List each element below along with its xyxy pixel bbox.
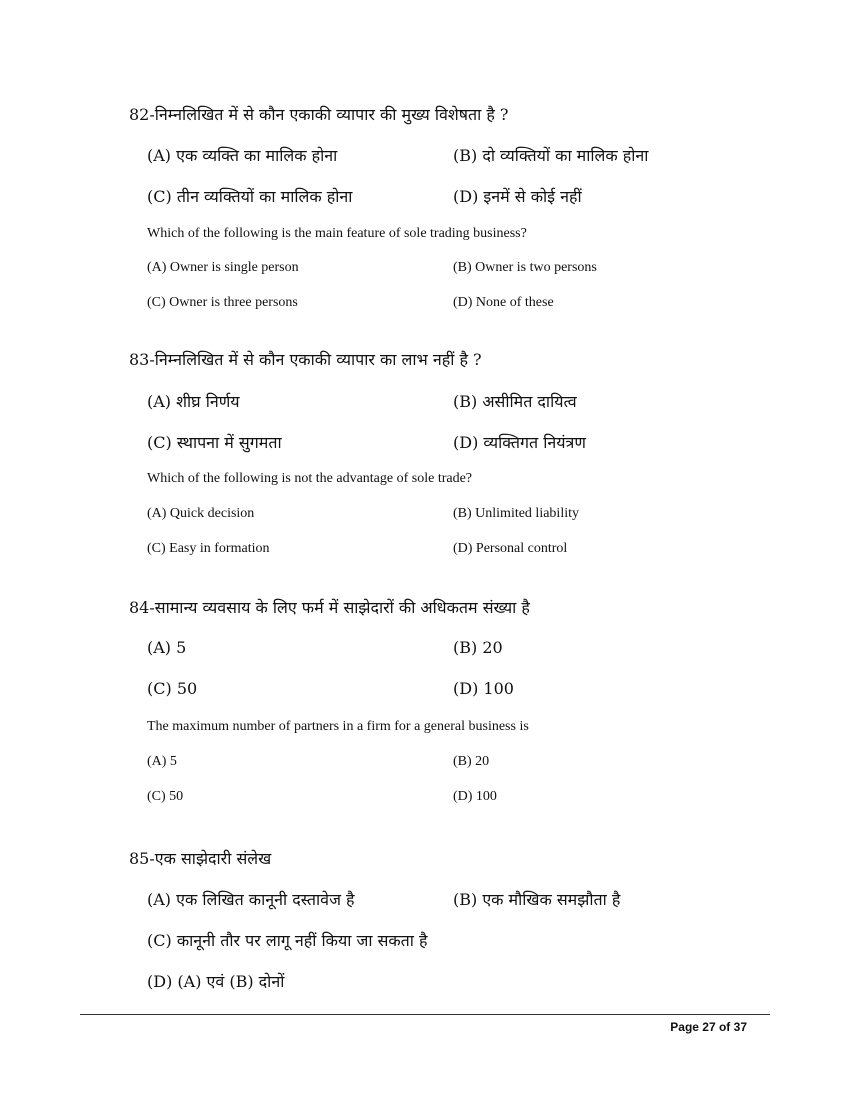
question-85-hindi: 85-एक साझेदारी संलेख [129,849,272,868]
question-83-english-option-c: (C) Easy in formation [147,541,270,556]
question-85-hindi-option-b: (B) एक मौखिक समझौता है [453,890,621,909]
question-84-hindi-option-b: (B) 20 [453,638,503,657]
question-84-english-option-d: (D) 100 [453,789,497,804]
question-84-hindi-option-a: (A) 5 [147,638,187,657]
question-85-hindi-option-c: (C) कानूनी तौर पर लागू नहीं किया जा सकता है [147,931,428,950]
question-82-english-option-d: (D) None of these [453,295,554,310]
question-84-hindi: 84-सामान्य व्यवसाय के लिए फर्म में साझेदारों की अधिकतम संख्या है [129,598,530,617]
question-82-english-option-a: (A) Owner is single person [147,260,299,275]
question-82-hindi-option-a: (A) एक व्यक्ति का मालिक होना [147,146,338,165]
page-of: of [715,1020,734,1034]
question-85-hindi-option-d: (D) (A) एवं (B) दोनों [147,972,285,991]
question-83-hindi-option-a: (A) शीघ्र निर्णय [147,392,240,411]
question-83-hindi-option-b: (B) असीमित दायित्व [453,392,577,411]
question-84-english-option-c: (C) 50 [147,789,184,804]
question-85-hindi-option-a: (A) एक लिखित कानूनी दस्तावेज है [147,890,355,909]
question-83-english-option-d: (D) Personal control [453,541,568,556]
question-82-english-option-b: (B) Owner is two persons [453,260,597,275]
page-total: 37 [733,1020,747,1034]
footer-divider [80,1014,770,1015]
question-82-english-option-c: (C) Owner is three persons [147,295,298,310]
page-current: 27 [702,1020,716,1034]
question-84-hindi-option-d: (D) 100 [453,679,514,698]
question-83-hindi: 83-निम्नलिखित में से कौन एकाकी व्यापार का लाभ नहीं है ? [129,350,482,369]
question-82-hindi-option-b: (B) दो व्यक्तियों का मालिक होना [453,146,649,165]
question-82-hindi: 82-निम्नलिखित में से कौन एकाकी व्यापार की मुख्य विशेषता है ? [129,105,509,124]
page-prefix: Page [670,1020,703,1034]
question-84-english-option-a: (A) 5 [147,754,177,769]
question-84-hindi-option-c: (C) 50 [147,679,198,698]
question-84-english-option-b: (B) 20 [453,754,490,769]
question-83-hindi-option-d: (D) व्यक्तिगत नियंत्रण [453,433,586,452]
question-83-english-option-a: (A) Quick decision [147,506,255,521]
question-83-english-option-b: (B) Unlimited liability [453,506,579,521]
page-number [670,1020,747,1034]
question-83-hindi-option-c: (C) स्थापना में सुगमता [147,433,282,452]
question-82-english: Which of the following is the main feature of sole trading business? [147,226,527,241]
question-82-hindi-option-c: (C) तीन व्यक्तियों का मालिक होना [147,187,353,206]
question-84-english: The maximum number of partners in a firm for a general business is [147,719,529,734]
question-82-hindi-option-d: (D) इनमें से कोई नहीं [453,187,582,206]
question-83-english: Which of the following is not the advantage of sole trade? [147,471,473,486]
